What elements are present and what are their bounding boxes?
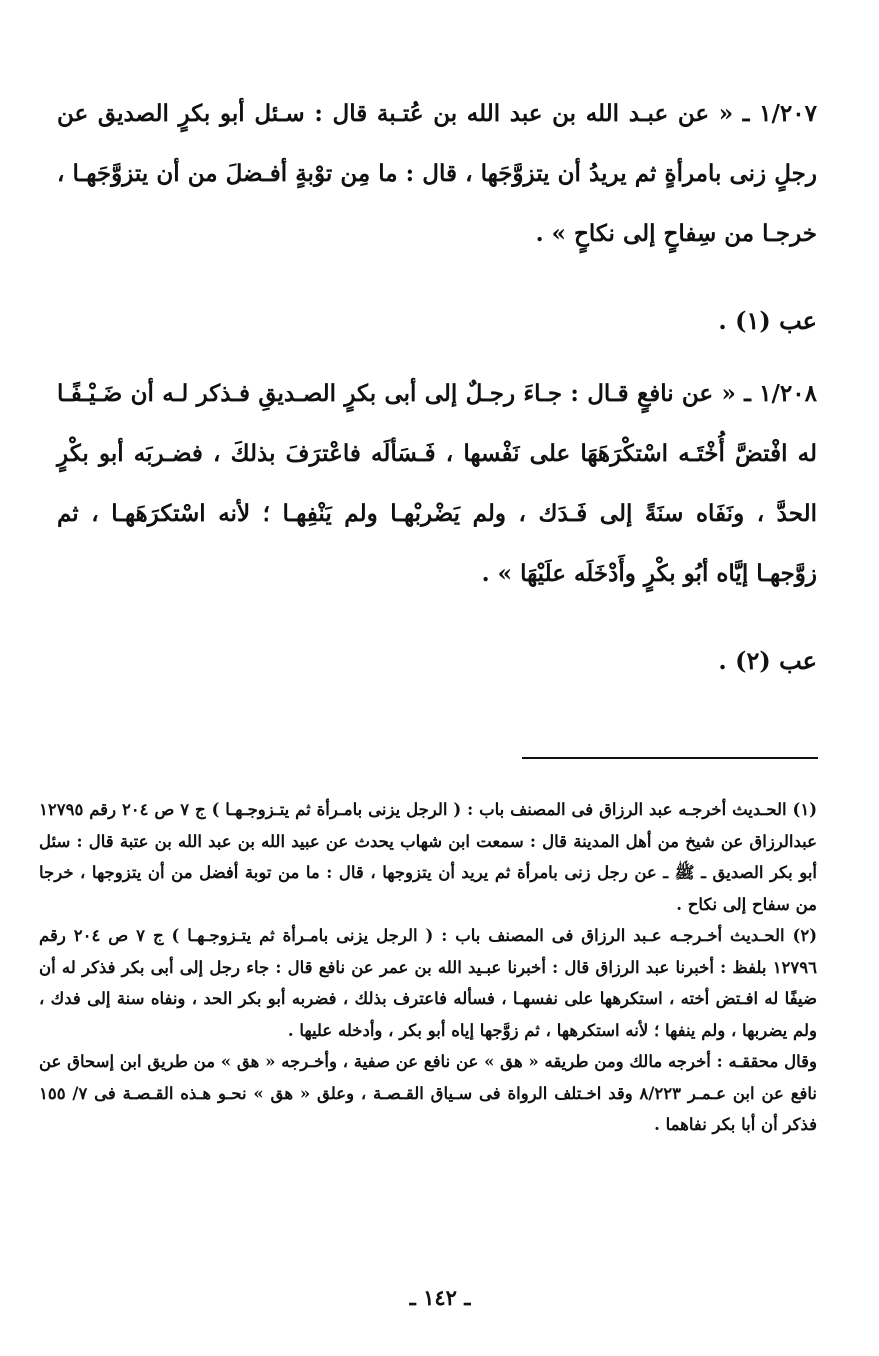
hadith-207-source (57, 291, 817, 351)
hadith-208 (57, 364, 817, 604)
source-reference: عب (١) . (718, 306, 817, 335)
editor-note: وقال محققـه : أخرجه مالك ومن طريقه « هق » عن نافع عن صفية ، وأخـرجه « هق » من طريق ابن إسحاق عن نافع عن ابن عـمـر ٨/٢٢٣ وقد اخـتلف الرواة فى سـياق القـصـة ، وعلق « هق » نحـو هـذه القـصـة فى ٧/ ١٥٥ فذكر أن أبا بكر نفاهما . (39, 1052, 817, 1134)
hadith-207 (57, 84, 817, 264)
hadith-text: ١/٢٠٧ ـ « عن عبـد الله بن عبد الله بن عُتـبة قال : سـئل أبو بكرٍ الصديق عن رجلٍ زنى بامرأةٍ ثم يريدُ أن يتزوَّجَها ، قال : ما مِن توْبةٍ أفـضلَ من أن يتزوَّجَهـا ، خرجـا من سِفاحٍ إلى نكاحٍ » . (57, 100, 817, 247)
footnote-2: (٢) الحـديث أخـرجـه عـبد الرزاق فى المصنف باب : ( الرجل يزنى بامـرأة ثم يتـزوجـهـا ) ج ٧ ص ٢٠٤ رقم ١٢٧٩٦ بلفظ : أخبرنا عبد الرزاق قال : أخبرنا عبـيد الله بن عمر عن نافع قال : جاء رجل إلى أبى بكر فذكر له أن ضيفًا له افـتض أخته ، استكرهها على نفسهـا ، فسأله فاعترف بذلك ، فضربه أبو بكر الحد ، ونفاه سنة إلى فدك ، ولم يضربها ، ولم ينفها ؛ لأنه استكرهها ، ثم زوَّجها إياه أبو بكر ، وأدخله عليها . (39, 926, 817, 1040)
hadith-208-source (57, 631, 817, 691)
footnote-divider (522, 757, 818, 759)
footnotes (39, 794, 817, 1141)
page-number: ـ ١٤٢ ـ (409, 1285, 471, 1310)
footnote-1: (١) الحـديث أخرجـه عبد الرزاق فى المصنف باب : ( الرجل يزنى بامـرأة ثم يتـزوجـهـا ) ج ٧ ص ٢٠٤ رقم ١٢٧٩٥ عبدالرزاق عن شيخ من أهل المدينة قال : سمعت ابن شهاب يحدث عن عبيد الله بن عبد الله بن عتبة قال : سئل أبو بكر الصديق ـ ﷺ ـ عن رجل زنى بامرأة ثم يريد أن يتزوجها ، قال : ما من توبة أفضل من أن يتزوجها ، خرجا من سفاح إلى نكاح . (39, 800, 818, 914)
source-reference: عب (٢) . (718, 646, 817, 675)
hadith-text: ١/٢٠٨ ـ « عن نافعٍ قـال : جـاءَ رجـلٌ إلى أبى بكرٍ الصـديقِ فـذكر لـه أن ضَـيْـفًـا له افْتضَّ أُخْتَـه اسْتكْرَهَهَا على نَفْسها ، فَـسَألَه فاعْترَفَ بذلكَ ، فضـربَه أبو بكْرٍ الحدَّ ، ونَفَاه سنَةً إلى فَـدَك ، ولم يَضْربْهـا ولم يَنْفِهـا ؛ لأنه اسْتكرَهَهـا ، ثم زوَّجهـا إيَّاه أبُو بكْرٍ وأَدْخَلَه علَيْهَا » . (57, 380, 817, 587)
